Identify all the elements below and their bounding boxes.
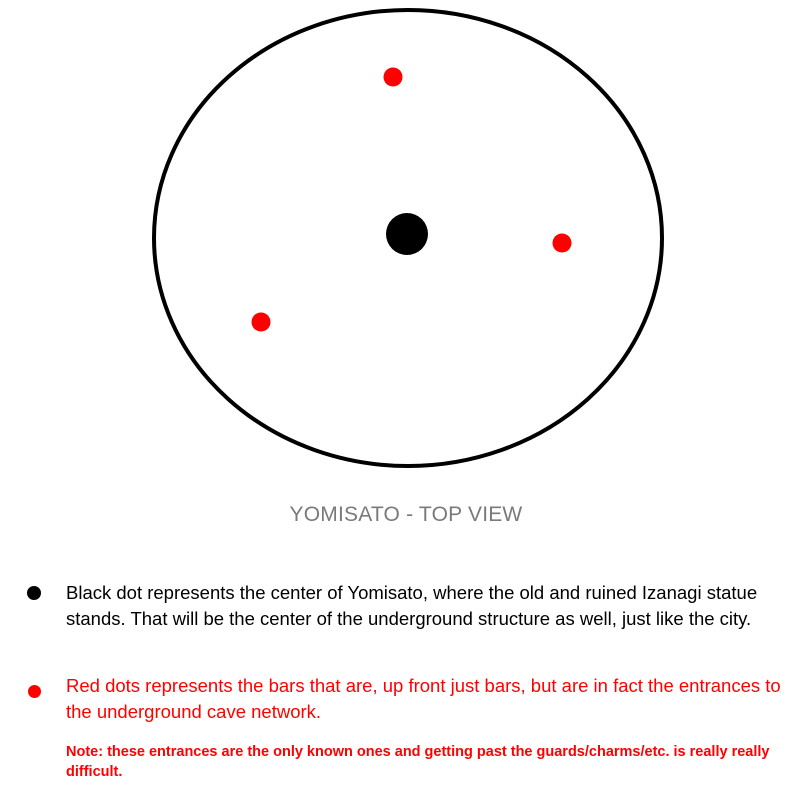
- difficulty-note: Note: these entrances are the only known ones and getting past the guards/charms/etc. is really really difficult.: [66, 744, 770, 780]
- legend-black-dot-icon: [27, 586, 41, 600]
- center-dot: [386, 213, 428, 255]
- legend-center-description: Black dot represents the center of Yomisato, where the old and ruined Izanagi statue stands. That will be the center of the underground structure as well, just like the city.: [66, 582, 758, 629]
- legend-entrance-description: Red dots represents the bars that are, up front just bars, but are in fact the entrances to the underground cave network.: [66, 675, 781, 722]
- diagram-caption: YOMISATO - TOP VIEW: [289, 503, 523, 526]
- entrance-dot-north: [384, 68, 403, 87]
- legend-red-dot-icon: [28, 685, 41, 698]
- entrance-dot-east: [553, 234, 572, 253]
- entrance-dot-southwest: [252, 313, 271, 332]
